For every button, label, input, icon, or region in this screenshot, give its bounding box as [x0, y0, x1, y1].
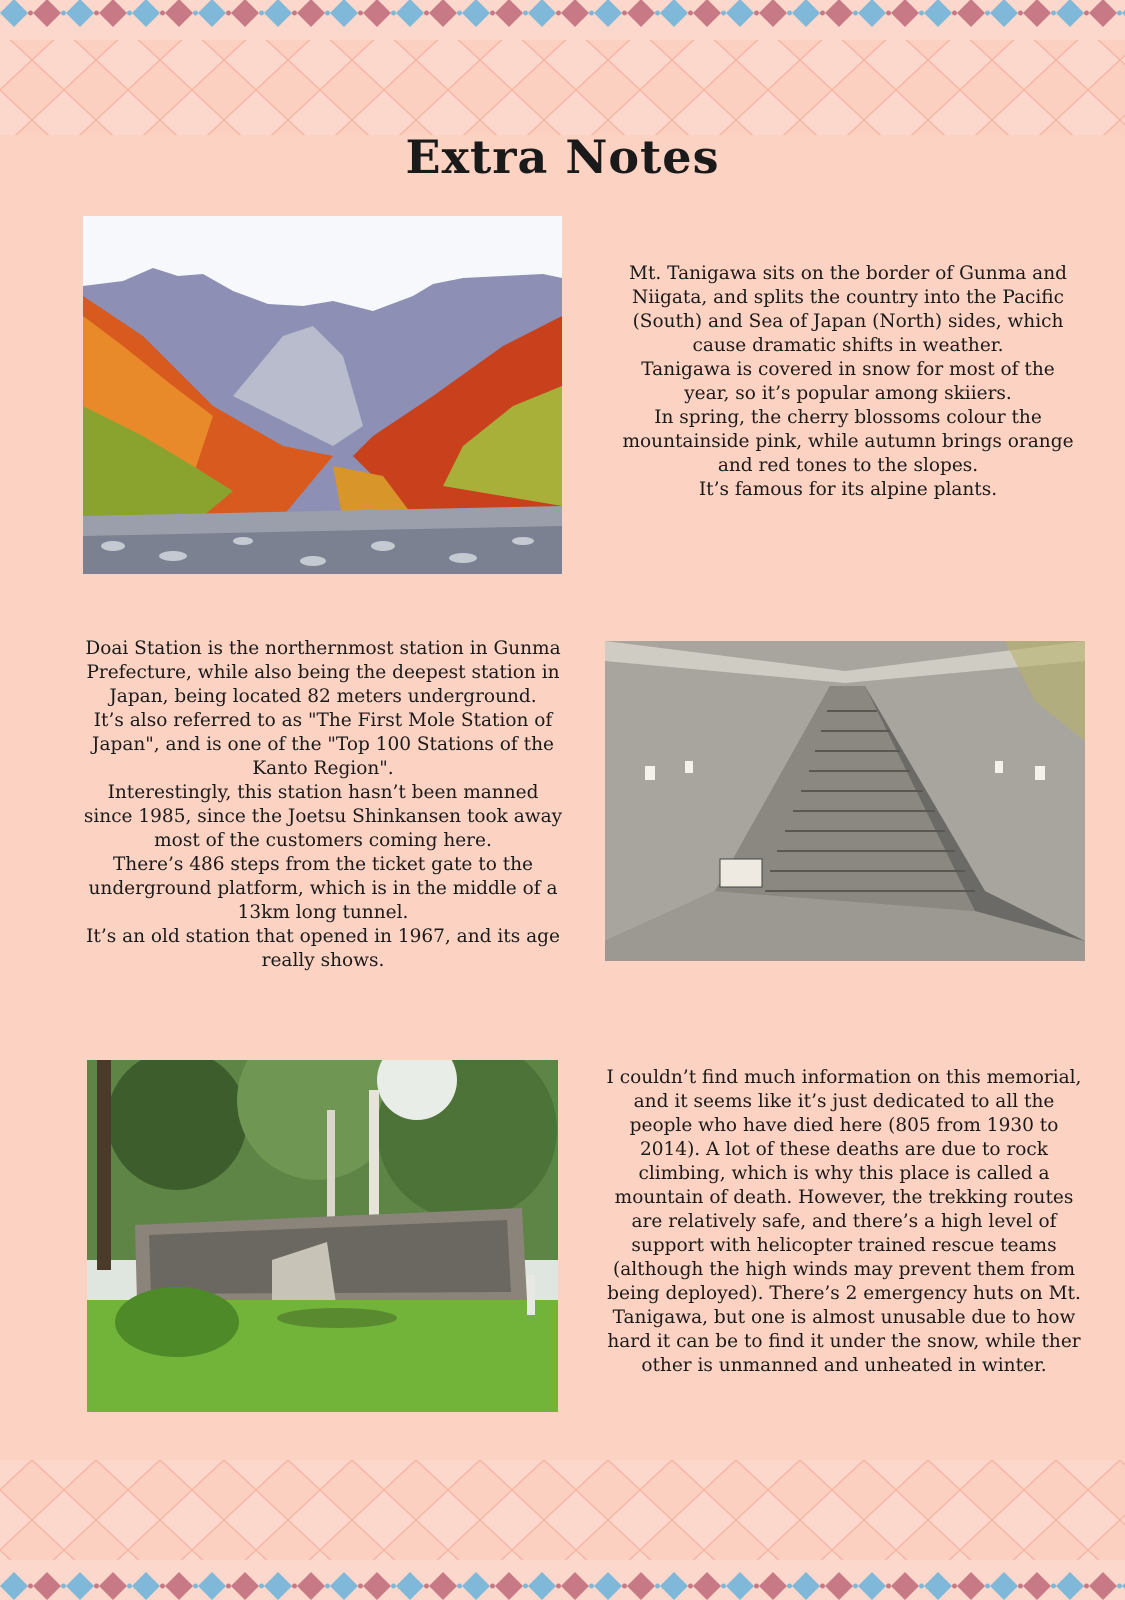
- border-dot: [622, 11, 627, 16]
- border-dot: [490, 1584, 495, 1589]
- memorial-photo: [87, 1060, 558, 1412]
- border-dot: [1117, 1584, 1122, 1589]
- border-dot: [589, 11, 594, 16]
- border-dot: [853, 1584, 858, 1589]
- page-title: Extra Notes: [405, 130, 720, 184]
- border-dot: [193, 11, 198, 16]
- border-dot: [325, 11, 330, 16]
- paragraph: Tanigawa is covered in snow for most of the year, so it’s popular among skiiers.: [641, 359, 1055, 404]
- border-dot: [886, 1584, 891, 1589]
- border-dot: [688, 1584, 693, 1589]
- border-dot: [28, 11, 33, 16]
- border-dot: [589, 1584, 594, 1589]
- border-dot: [1117, 11, 1122, 16]
- border-dot: [556, 1584, 561, 1589]
- border-dot: [358, 11, 363, 16]
- border-dot: [61, 11, 66, 16]
- border-dot: [259, 1584, 264, 1589]
- border-dot: [292, 1584, 297, 1589]
- border-dot: [457, 1584, 462, 1589]
- paragraph: Mt. Tanigawa sits on the border of Gunma and Niigata, and splits the country into the Pacific (South) and Sea of Japan (North) sides, which cause dramatic shifts in weather.: [629, 263, 1067, 356]
- border-dot: [391, 11, 396, 16]
- border-dot: [127, 11, 132, 16]
- border-dot: [1051, 1584, 1056, 1589]
- mountain-autumn-photo: [83, 216, 562, 574]
- paragraph: Doai Station is the northernmost station in Gunma Prefecture, while also being the deepest station in Japan, being located 82 meters underground.: [85, 638, 561, 707]
- border-dot: [721, 11, 726, 16]
- paragraph: Interestingly, this station hasn’t been manned since 1985, since the Joetsu Shinkansen took away most of the customers coming here.: [83, 782, 563, 851]
- border-dot: [358, 1584, 363, 1589]
- border-dot: [391, 1584, 396, 1589]
- doai-station-description: [83, 637, 563, 973]
- border-dot: [754, 1584, 759, 1589]
- border-dot: [1018, 1584, 1023, 1589]
- border-dot: [853, 11, 858, 16]
- paragraph: I couldn’t find much information on this memorial, and it seems like it’s just dedicated to all the people who have died here (805 from 1930 to 2014). A lot of these deaths are due to rock climbing, which is why this place is called a mountain of death. However, the trekking routes are relatively safe, and there’s a high level of support with helicopter trained rescue teams (although the high winds may prevent them from being deployed). There’s 2 emergency huts on Mt. Tanigawa, but one is almost unusable due to how hard it can be to find it under the snow, while ther other is unmanned and unheated in winter.: [606, 1067, 1082, 1376]
- border-dot: [226, 1584, 231, 1589]
- border-dot: [94, 1584, 99, 1589]
- border-dot: [226, 11, 231, 16]
- border-dot: [94, 11, 99, 16]
- border-dot: [655, 11, 660, 16]
- memorial-description: [606, 1066, 1082, 1378]
- border-dot: [457, 11, 462, 16]
- bottom-decorative-border: [0, 1460, 1125, 1600]
- tanigawa-description: [618, 262, 1078, 502]
- border-dot: [424, 1584, 429, 1589]
- border-dot: [952, 11, 957, 16]
- paragraph: There’s 486 steps from the ticket gate to the underground platform, which is in the middle of a 13km long tunnel.: [88, 854, 558, 923]
- border-dot: [61, 1584, 66, 1589]
- paragraph: It’s also referred to as "The First Mole Station of Japan", and is one of the "Top 100 Stations of the Kanto Region".: [92, 710, 554, 779]
- border-dot: [424, 11, 429, 16]
- border-dot: [952, 1584, 957, 1589]
- station-stairs-photo: [605, 641, 1085, 961]
- border-dot: [490, 11, 495, 16]
- border-dot: [655, 1584, 660, 1589]
- border-dot: [721, 1584, 726, 1589]
- border-dot: [160, 11, 165, 16]
- border-dot: [820, 11, 825, 16]
- border-dot: [820, 1584, 825, 1589]
- paragraph: It’s an old station that opened in 1967, and its age really shows.: [86, 926, 560, 971]
- border-dot: [556, 11, 561, 16]
- border-dot: [523, 1584, 528, 1589]
- border-dot: [127, 1584, 132, 1589]
- border-dot: [1084, 11, 1089, 16]
- border-dot: [1051, 11, 1056, 16]
- border-dot: [985, 1584, 990, 1589]
- border-dot: [292, 11, 297, 16]
- border-dot: [160, 1584, 165, 1589]
- border-dot: [787, 11, 792, 16]
- border-dot: [787, 1584, 792, 1589]
- border-dot: [325, 1584, 330, 1589]
- border-dot: [193, 1584, 198, 1589]
- border-dot: [259, 11, 264, 16]
- paragraph: In spring, the cherry blossoms colour the mountainside pink, while autumn brings orange and red tones to the slopes.: [622, 407, 1074, 476]
- border-dot: [919, 1584, 924, 1589]
- border-dot: [886, 11, 891, 16]
- border-dot: [622, 1584, 627, 1589]
- paragraph: It’s famous for its alpine plants.: [698, 479, 998, 500]
- border-dot: [985, 11, 990, 16]
- top-decorative-border: [0, 0, 1125, 135]
- border-dot: [1084, 1584, 1089, 1589]
- border-dot: [1018, 11, 1023, 16]
- border-dot: [523, 11, 528, 16]
- border-dot: [688, 11, 693, 16]
- border-dot: [919, 11, 924, 16]
- border-dot: [754, 11, 759, 16]
- border-dot: [28, 1584, 33, 1589]
